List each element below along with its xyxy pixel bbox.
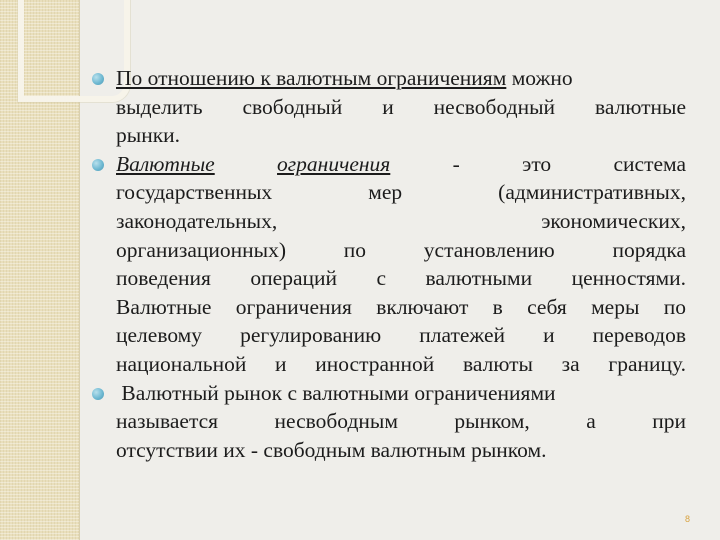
- bullet-item-2: [92, 150, 686, 379]
- bullet-item-1: [92, 64, 686, 150]
- defined-term-word-1: Валютные: [116, 151, 215, 176]
- bullet-3-line-2: называется несвободным рынком, а при: [116, 409, 686, 434]
- page-number: 8: [684, 514, 690, 524]
- bullet-2-line-2: государственных мер (административных,: [116, 180, 686, 205]
- underlined-phrase: По отношению к валютным ограничениям: [116, 66, 507, 90]
- bullet-item-3: [92, 379, 686, 465]
- bullet-1-line-1: [116, 64, 686, 93]
- bullet-2-line-8: национальной и иностранной валюты за границу.: [116, 351, 686, 376]
- bullet-2-line-1: [116, 150, 686, 179]
- bullet-2-line-5: поведения операций с валютными ценностями.: [116, 266, 686, 291]
- slide-body: [92, 64, 686, 464]
- bullet-3-line-3: отсутствии их - свободным валютным рынком.: [116, 437, 547, 462]
- word-sistema: система: [613, 151, 687, 176]
- bullet-1-line-3: рынки.: [116, 123, 181, 148]
- word-eto: это: [522, 151, 552, 176]
- bullet-icon: [92, 159, 104, 171]
- defined-term-word-2: ограничения: [277, 151, 391, 176]
- bullet-icon: [92, 388, 104, 400]
- bullet-3-line-1: Валютный рынок с валютными ограничениями: [116, 380, 556, 405]
- dash: -: [452, 151, 460, 176]
- bullet-2-line-4: организационных) по установлению порядка: [116, 237, 686, 262]
- bullet-1-line-1-rest: можно: [506, 66, 573, 90]
- bullet-2-line-3: законодательных, экономических,: [116, 208, 686, 233]
- bullet-2-line-6: Валютные ограничения включают в себя меры по: [116, 294, 686, 319]
- bullet-1-line-2: выделить свободный и несвободный валютные: [116, 94, 686, 119]
- bullet-2-line-7: целевому регулированию платежей и переводов: [116, 323, 686, 348]
- bullet-icon: [92, 73, 104, 85]
